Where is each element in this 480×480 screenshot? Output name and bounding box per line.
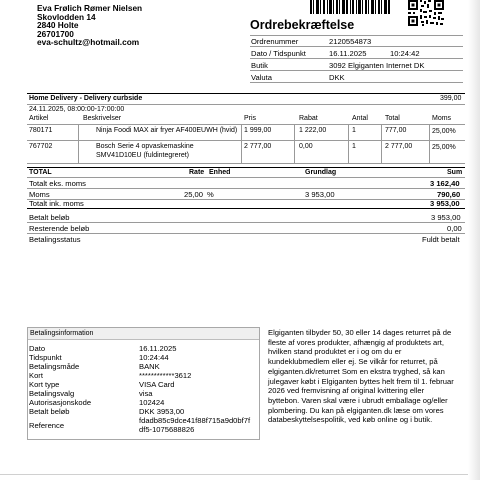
row1-description: Ninja Foodi MAX air fryer AF400EUWH (hvid) [96, 127, 238, 134]
col-price: Pris [244, 115, 257, 122]
pi-time-value: 10:24:44 [139, 353, 169, 362]
return-policy-text: Elgiganten tilbyder 50, 30 eller 14 dages returret på de fleste af vores produkter, afhængig af produktets art, hvilken stand produktet er i og om du er kundeklubmedlem eller ej. Se vilkår for returret, på elgiganten.dk/returret Som en ekstra tryghed, så kan julegaver købt i Elgiganten byttes helt frem til 1. februar 2026 ved fremvisning af original kvittering eller byttebon. Varen skal være i ubrudt emballage og/eller plombering. Du kan på elgiganten.dk læse om vores databeskyttelsespolitik, ved køb online og i butik. [268, 328, 454, 425]
pi-method-value: BANK [139, 362, 160, 371]
order-date-label: Dato / Tidspunkt [251, 49, 306, 58]
paid-amount-value: 3 953,00 [431, 213, 461, 222]
row1-vat: 25,00% [432, 128, 456, 135]
store-value: 3092 Elgiganten Internet DK [329, 61, 425, 70]
pi-choice-value: visa [139, 389, 153, 398]
row2-total: 2 777,00 [385, 143, 413, 150]
totals-header: TOTAL [29, 169, 52, 176]
vat-rate: 25,00 [184, 190, 204, 199]
pi-date-value: 16.11.2025 [139, 344, 177, 353]
row1-qty: 1 [352, 127, 356, 134]
customer-city: 2840 Holte [37, 20, 79, 31]
row1-discount: 1 222,00 [299, 127, 327, 134]
vat-unit: % [207, 190, 214, 199]
order-time-value: 10:24:42 [390, 49, 420, 58]
pi-card-type-value: VISA Card [139, 380, 175, 389]
delivery-title: Home Delivery - Delivery curbside [29, 95, 143, 102]
pi-card-label: Kort [29, 371, 43, 380]
total-ex-vat-sum: 3 162,40 [430, 179, 460, 188]
col-qty: Antal [352, 115, 368, 122]
pi-reference-line2: df5-1075688826 [139, 425, 195, 434]
pi-paid-label: Betalt beløb [29, 407, 70, 416]
col-total: Total [385, 115, 400, 122]
order-number-label: Ordrenummer [251, 37, 299, 46]
pi-reference-label: Reference [29, 421, 65, 430]
customer-phone: 26701700 [37, 28, 74, 39]
order-date-value: 16.11.2025 [329, 49, 367, 58]
pi-paid-value: DKK 3953,00 [139, 407, 185, 416]
remaining-amount-label: Resterende beløb [29, 224, 90, 233]
page-edge-shadow [468, 0, 480, 480]
payment-info-title: Betalingsinformation [30, 330, 94, 337]
pi-choice-label: Betalingsvalg [29, 389, 75, 398]
pi-card-type-label: Kort type [29, 380, 60, 389]
total-inc-vat-label: Totalt ink. moms [29, 199, 84, 208]
vat-base: 3 953,00 [305, 190, 335, 199]
totals-unit-header: Enhed [209, 169, 231, 176]
vat-label: Moms [29, 190, 50, 199]
row1-article: 780171 [29, 127, 53, 134]
col-description: Beskrivelser [83, 115, 122, 122]
total-ex-vat-label: Totalt eks. moms [29, 179, 86, 188]
col-article: Artikel [29, 115, 49, 122]
row2-price: 2 777,00 [244, 143, 272, 150]
qr-code-icon [408, 0, 444, 26]
pi-date-label: Dato [29, 344, 46, 353]
row2-vat: 25,00% [432, 144, 456, 151]
currency-label: Valuta [251, 73, 272, 82]
pi-method-label: Betalingsmåde [29, 362, 80, 371]
row2-description-line1: Bosch Serie 4 opvaskemaskine [96, 143, 194, 150]
order-title: Ordrebekræftelse [250, 18, 355, 32]
customer-block [37, 4, 142, 47]
paid-amount-label: Betalt beløb [29, 213, 70, 222]
totals-base-header: Grundlag [305, 169, 337, 176]
col-vat: Moms [432, 115, 452, 122]
row1-price: 1 999,00 [244, 127, 272, 134]
totals-rate-header: Rate [189, 169, 205, 176]
row2-description-line2: SMV41D10EU (fuldintegreret) [96, 152, 189, 159]
row1-total: 777,00 [385, 127, 407, 134]
pi-reference-line1: fdadb85c9dce41f88f715a9d0bf7f [139, 416, 251, 425]
totals-sum-header: Sum [447, 169, 463, 176]
row2-qty: 1 [352, 143, 356, 150]
barcode-icon [310, 0, 390, 14]
customer-name: Eva Frølich Rømer Nielsen [37, 3, 143, 13]
remaining-amount-value: 0,00 [447, 224, 462, 233]
payment-status-label: Betalingsstatus [29, 235, 81, 244]
currency-value: DKK [329, 73, 345, 82]
pi-auth-value: 102424 [139, 398, 165, 407]
row2-article: 767702 [29, 143, 53, 150]
pi-time-label: Tidspunkt [29, 353, 62, 362]
delivery-amount: 399,00 [440, 95, 462, 102]
payment-status-value: Fuldt betalt [422, 235, 460, 244]
pi-auth-label: Autorisasjonskode [29, 398, 92, 407]
store-label: Butik [251, 61, 268, 70]
vat-sum: 790,60 [437, 190, 461, 199]
pi-card-value: ************3612 [139, 371, 192, 380]
customer-street: Skovlodden 14 [37, 11, 96, 22]
delivery-window: 24.11.2025, 08:00:00-17:00:00 [29, 106, 125, 113]
total-inc-vat-sum: 3 953,00 [430, 199, 460, 208]
row2-discount: 0,00 [299, 143, 313, 150]
customer-email: eva-schultz@hotmail.com [37, 37, 140, 48]
col-discount: Rabat [299, 115, 318, 122]
order-number-value: 2120554873 [329, 37, 372, 46]
